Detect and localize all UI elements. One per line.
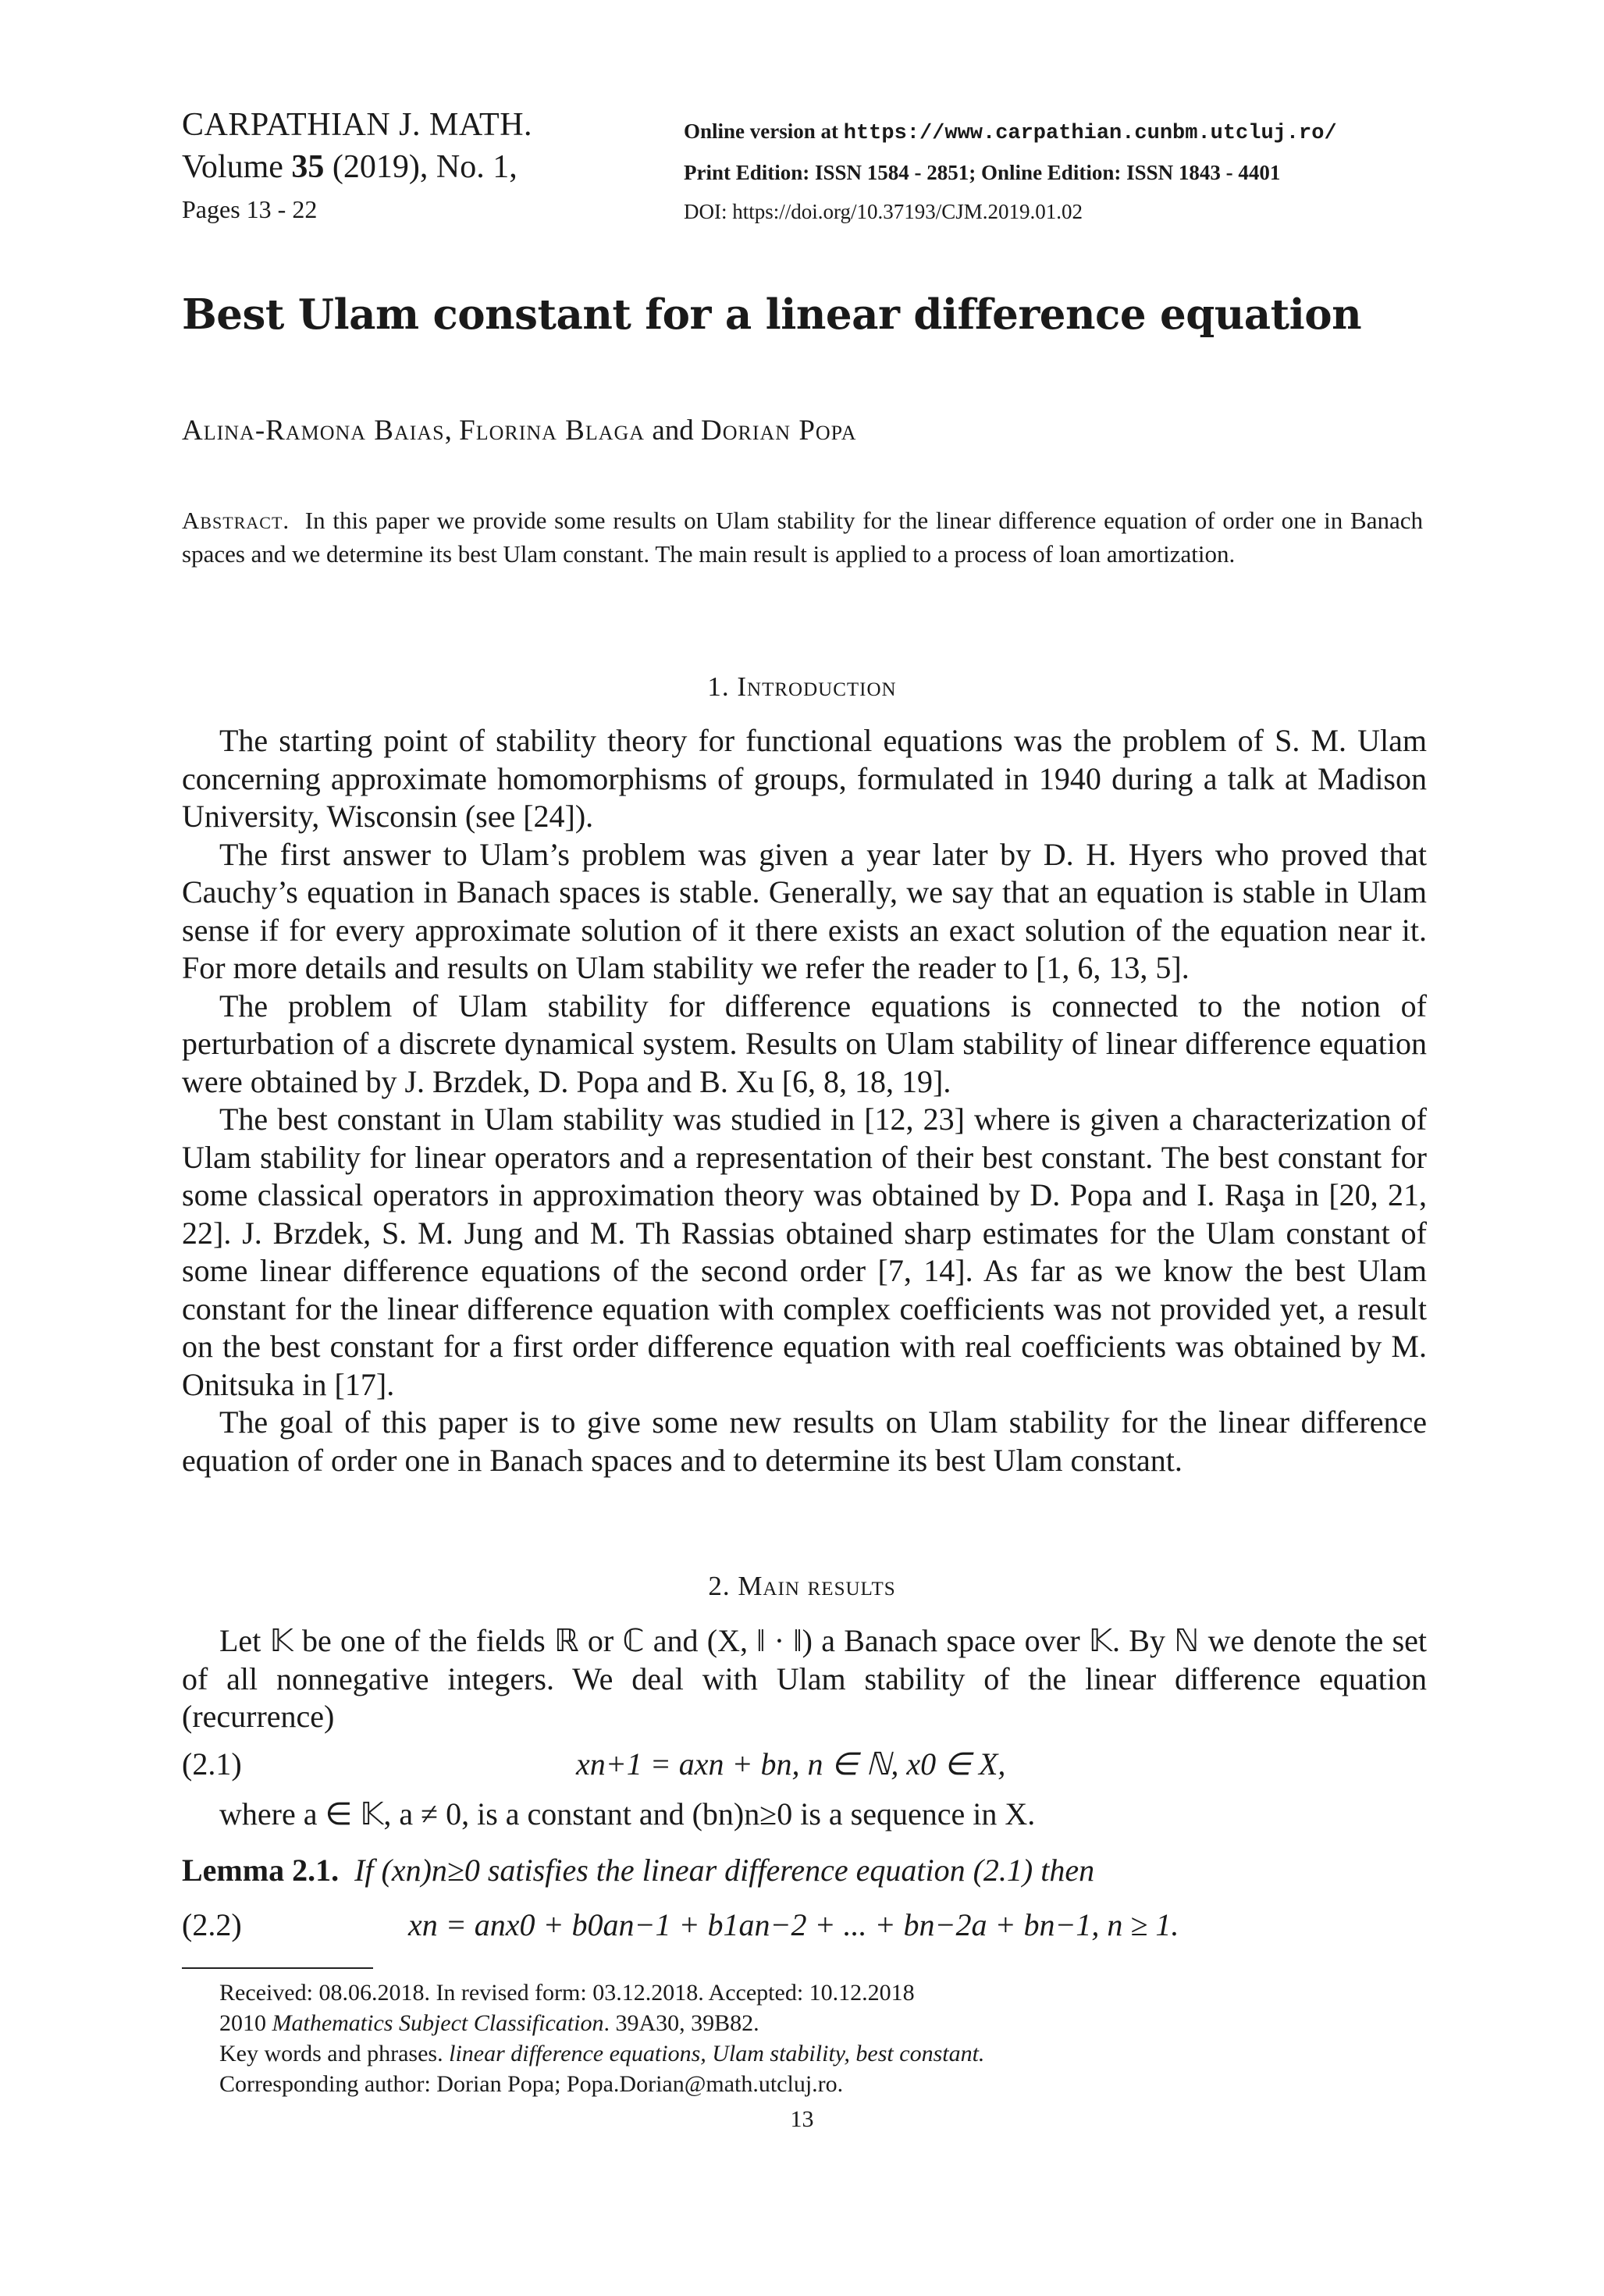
- author-name: Dorian Popa: [701, 415, 857, 447]
- section-heading: 1. Introduction: [707, 671, 897, 702]
- paragraph: The starting point of stability theory for functional equations was the problem of S. M. Ulam concerning approximate homomorphisms of groups, formulated in 1940 during a talk at Madison University, Wisconsin (see [24]).: [182, 723, 1427, 834]
- journal-name: CARPATHIAN J. MATH.: [182, 107, 533, 143]
- received-dates: Received: 08.06.2018. In revised form: 03.12.2018. Accepted: 10.12.2018: [219, 1980, 915, 2006]
- footnote: [219, 1977, 984, 2099]
- equation-2-1: [182, 1746, 1427, 1785]
- journal-header: [182, 104, 532, 230]
- equation-2-2: [182, 1906, 1427, 1945]
- abstract-text: In this paper we provide some results on Ulam stability for the linear difference equation of order one in Banach spaces and we determine its best Ulam constant. The main result is applied to a process of loan amortization.: [182, 507, 1424, 568]
- publication-info: [684, 112, 1337, 231]
- corresponding-author: Corresponding author: Dorian Popa; Popa.Dorian@math.utcluj.ro.: [219, 2071, 844, 2097]
- author-name: Florina Blaga: [459, 415, 646, 447]
- doi-link[interactable]: DOI: https://doi.org/10.37193/CJM.2019.01.02: [684, 200, 1083, 223]
- equation-where-clause: where a ∈ 𝕂, a ≠ 0, is a constant and (bn)n≥0 is a sequence in X.: [219, 1796, 1036, 1831]
- keywords: Key words and phrases. linear difference equations, Ulam stability, best constant.: [219, 2041, 985, 2066]
- section-introduction: [182, 722, 1427, 1479]
- online-version: Online version at https://www.carpathian.cunbm.utcluj.ro/: [684, 119, 1337, 145]
- paragraph: The first answer to Ulam’s problem was given a year later by D. H. Hyers who proved that Cauchy’s equation in Banach spaces is stable. Generally, we say that an equation is stable in Ulam sense if for every approximate solution of it there exists an exact solution of the equation near it. For more details and results on Ulam stability we refer the reader to [1, 6, 13, 5].: [182, 836, 1427, 985]
- online-url-link[interactable]: https://www.carpathian.cunbm.utcluj.ro/: [843, 122, 1337, 145]
- author-name: Alina-Ramona Baias: [182, 415, 445, 447]
- lemma-statement: If (xn)n≥0 satisfies the linear difference equation (2.1) then: [354, 1853, 1095, 1888]
- author-list: Alina-Ramona Baias, Florina Blaga and Dorian Popa: [182, 415, 857, 447]
- lemma-label: Lemma 2.1.: [182, 1853, 340, 1888]
- paragraph: Let 𝕂 be one of the fields ℝ or ℂ and (X, ‖ · ‖) a Banach space over 𝕂. By ℕ we denote the set of all nonnegative integers. We deal with Ulam stability of the linear difference equation (recurrence): [182, 1623, 1427, 1734]
- equation-number: (2.1): [182, 1746, 242, 1782]
- journal-pages: Pages 13 - 22: [182, 195, 318, 223]
- paragraph: The goal of this paper is to give some new results on Ulam stability for the linear difference equation of order one in Banach spaces and to determine its best Ulam constant.: [182, 1404, 1427, 1478]
- footnote-rule: [182, 1967, 373, 1969]
- section-main-results: [182, 1622, 1427, 1736]
- page-number: 13: [790, 2106, 814, 2132]
- journal-volume: Volume 35 (2019), No. 1,: [182, 149, 517, 185]
- volume-number: 35: [291, 149, 325, 185]
- abstract: [182, 504, 1423, 571]
- equation-body: xn+1 = axn + bn, n ∈ ℕ, x0 ∈ X,: [576, 1746, 1006, 1782]
- msc-classification: 2010 Mathematics Subject Classification. 39A30, 39B82.: [219, 2010, 759, 2036]
- equation-body: xn = anx0 + b0an−1 + b1an−2 + ... + bn−2a + bn−1, n ≥ 1.: [408, 1907, 1179, 1942]
- equation-number: (2.2): [182, 1907, 242, 1942]
- paragraph: The problem of Ulam stability for difference equations is connected to the notion of perturbation of a discrete dynamical system. Results on Ulam stability of linear difference equation were obtained by J. Brzdek, D. Popa and B. Xu [6, 8, 18, 19].: [182, 988, 1427, 1099]
- issn-info: Print Edition: ISSN 1584 - 2851; Online Edition: ISSN 1843 - 4401: [684, 161, 1281, 184]
- paragraph: The best constant in Ulam stability was studied in [12, 23] where is given a characterization of Ulam stability for linear operators and a representation of their best constant. The best constant for some classical operators in approximation theory was obtained by D. Popa and I. Raşa in [20, 21, 22]. J. Brzdek, S. M. Jung and M. Th Rassias obtained sharp estimates for the Ulam constant of some linear difference equations of the second order [7, 14]. As far as we know the best Ulam constant for the linear difference equation with complex coefficients was not provided yet, a result on the best constant for a first order difference equation with real coefficients was obtained by M. Onitsuka in [17].: [182, 1102, 1427, 1402]
- abstract-label: Abstract.: [182, 507, 290, 534]
- section-heading: 2. Main results: [708, 1571, 896, 1601]
- lemma-2-1: [182, 1852, 1094, 1888]
- paper-title: Best Ulam constant for a linear difference equation: [182, 290, 1362, 339]
